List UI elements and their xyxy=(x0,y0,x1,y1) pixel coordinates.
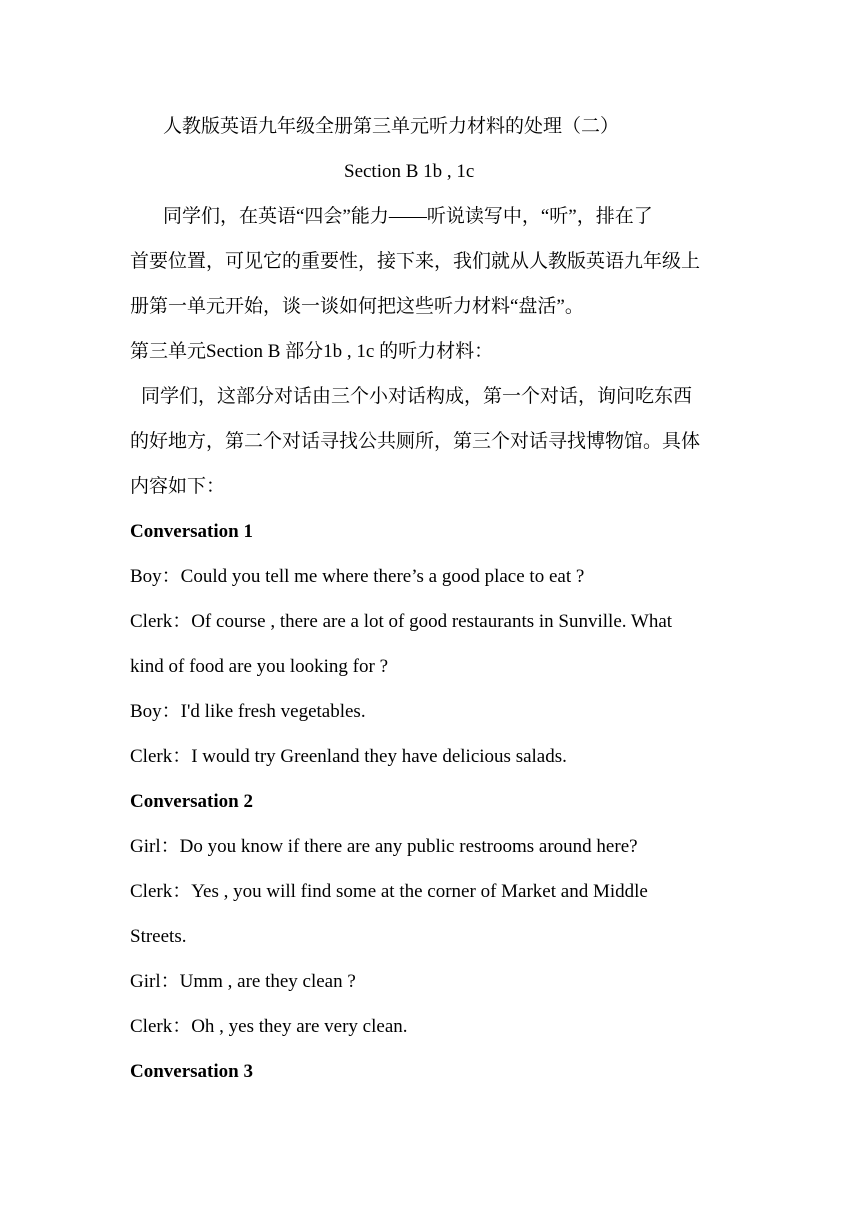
intro-line: 册第一单元开始，谈一谈如何把这些听力材料“盘活”。 xyxy=(130,296,584,317)
dialogue-line: Girl：Umm , are they clean ? xyxy=(130,971,356,992)
description-line: 同学们，这部分对话由三个小对话构成，第一个对话，询问吃东西 xyxy=(141,386,693,407)
dialogue-line: Boy：Could you tell me where there’s a good place to eat ? xyxy=(130,566,585,587)
dialogue-line: Girl：Do you know if there are any public restrooms around here? xyxy=(130,836,638,857)
dialogue-line: kind of food are you looking for ? xyxy=(130,656,389,677)
conversation-3-heading: Conversation 3 xyxy=(130,1061,253,1082)
conversation-1-heading: Conversation 1 xyxy=(130,521,253,542)
conversation-2-heading: Conversation 2 xyxy=(130,791,253,812)
dialogue-line: Boy：I'd like fresh vegetables. xyxy=(130,701,366,722)
dialogue-line: Clerk：Yes , you will find some at the corner of Market and Middle xyxy=(130,881,648,902)
description-line: 内容如下： xyxy=(130,476,226,497)
intro-line: 同学们，在英语“四会”能力——听说读写中，“听”，排在了 xyxy=(163,206,653,227)
dialogue-line: Clerk：Oh , yes they are very clean. xyxy=(130,1016,408,1037)
dialogue-line: Clerk：Of course , there are a lot of good restaurants in Sunville. What xyxy=(130,611,673,632)
section-heading: 第三单元Section B 部分1b , 1c 的听力材料： xyxy=(130,341,494,362)
description-line: 的好地方，第二个对话寻找公共厕所，第三个对话寻找博物馆。具体 xyxy=(130,431,701,452)
intro-line: 首要位置，可见它的重要性，接下来，我们就从人教版英语九年级上 xyxy=(130,251,701,272)
dialogue-line: Streets. xyxy=(130,926,187,947)
document-title: 人教版英语九年级全册第三单元听力材料的处理（二） xyxy=(163,116,620,137)
dialogue-line: Clerk：I would try Greenland they have delicious salads. xyxy=(130,746,567,767)
document-subtitle: Section B 1b , 1c xyxy=(344,161,475,182)
